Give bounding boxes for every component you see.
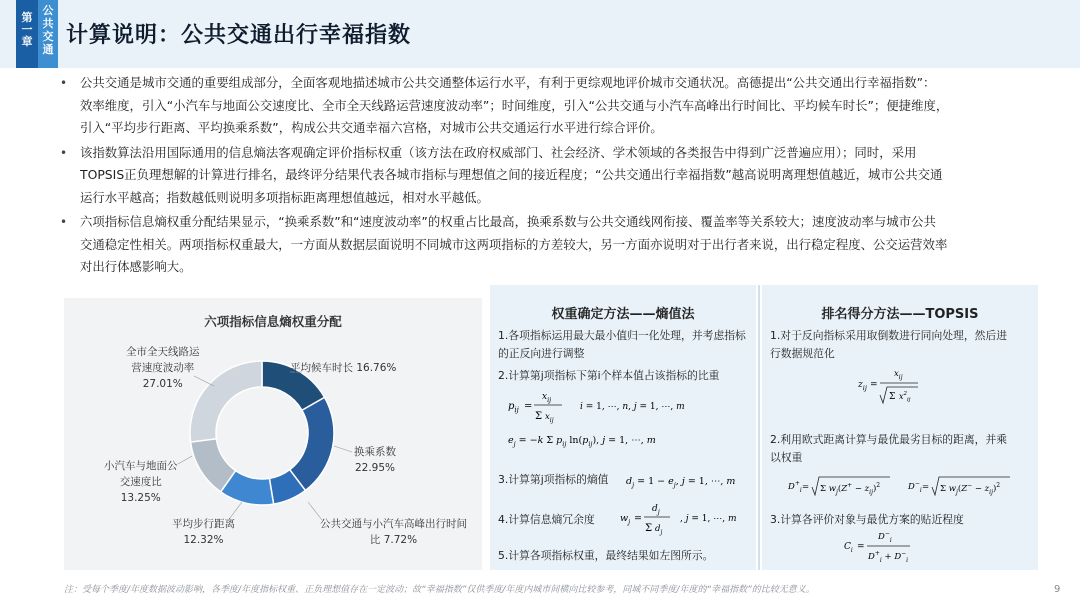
svg-text:=: = [870, 380, 878, 390]
svg-text:i = 1, ⋯, n, j = 1, ⋯, m: i = 1, ⋯, n, j = 1, ⋯, m [580, 402, 685, 412]
leader-line [334, 446, 352, 452]
bullet-item [60, 142, 1040, 210]
label-time-ratio [320, 516, 467, 548]
bullet-line: 交通稳定性相关。两项指标权重最大，一方面从数据层面说明不同城市这两项指标的方差较大，另一方面亦说明对于出行者来说，出行稳定程度、公交运营效率 [80, 236, 948, 252]
formula-weight [620, 499, 750, 542]
formula-entropy [508, 427, 748, 456]
svg-text:dj: $d_j$ [655, 524, 663, 536]
svg-text:=: = [802, 482, 810, 492]
svg-text:=: = [857, 542, 865, 552]
svg-text:D+i + D−i: $D^+_i + D^-_i$ [868, 550, 909, 564]
topsis-step-1-line2: 行数据规范化 [770, 347, 835, 360]
chapter-label: 第一章 [21, 11, 33, 48]
topsis-step-1 [770, 327, 1007, 363]
label-fluctuation [126, 344, 200, 392]
footnote: 注：受每个季度/年度数据波动影响，各季度/年度指标权重、正负理想值存在一定波动；故“幸福指数”仅供季度/年度内城市间横向比较参考，同城不同季度/年度的“幸福指数”的比较无意义。 [64, 585, 815, 595]
donut-slice [290, 397, 334, 490]
svg-text:wj: $w_j$ [620, 513, 631, 526]
entropy-step-1-line2: 的正反向进行调整 [498, 347, 585, 360]
entropy-step-5: 5.计算各项指标权重，最终结果如左图所示。 [498, 549, 714, 562]
bullet-line: 公共交通是城市交通的重要组成部分，全面客观地描述城市公共交通整体运行水平，有利于更综观地评价城市交通状况。高德提出“公共交通出行幸福指数”： [80, 75, 936, 90]
entropy-step-1 [498, 327, 746, 363]
label-speed-ratio-l2: 交速度比 [119, 476, 162, 488]
formula-proportion [508, 387, 748, 430]
bullet-line: 效率维度，引入“小汽车与地面公交速度比、全市全天线路运营速度波动率”；时间维度，引入“公共交通与小汽车高峰出行时间比、平均候车时长”；便捷维度， [80, 97, 949, 113]
label-time-ratio-pct: 比 7.72% [369, 534, 418, 546]
label-speed-ratio-pct: 13.25% [120, 492, 161, 504]
svg-text:Σ wj(Z− − zij)2: Σ $w_j(Z^- - z_{ij})^2$ [940, 482, 1001, 496]
label-walk-name: 平均步行距离 [172, 518, 235, 530]
label-fluct-l2: 营速度波动率 [131, 362, 195, 374]
bullet-line: 六项指标信息熵权重分配结果显示，“换乘系数”和“速度波动率”的权重占比最高，换乘系数与公共交通线网衔接、覆盖率等关系较大；速度波动率与城市公共 [80, 214, 936, 229]
formula-entropy-svg [508, 427, 748, 453]
topsis-step-3: 3.计算各评价对象与最优方案的贴近程度 [770, 513, 964, 526]
label-fluct-pct: 27.01% [142, 378, 183, 390]
svg-text:Ci: $C_i$ [844, 542, 853, 554]
label-fluct-l1: 全市全天线路运 [126, 346, 200, 358]
chart-title: 六项指标信息熵权重分配 [204, 314, 342, 329]
entropy-step-1-line1: 1.各项指标运用最大最小值归一化处理，并考虑指标 [498, 329, 746, 342]
svg-text:Σ: Σ [645, 523, 653, 534]
topsis-step-2-line2: 以权重 [770, 451, 803, 464]
label-speed-ratio [104, 458, 178, 506]
formula-redundancy-svg [626, 471, 756, 491]
svg-text:ej = −k Σ pij ln(pij), j = 1: $e_j = -k$ Σ $p_{ij}$ $\ln(p_{ij})$, j = 1, ⋯, m [508, 435, 656, 448]
formula-closeness-svg [844, 529, 944, 565]
svg-text:Σ: Σ [889, 392, 896, 402]
svg-text:xij: $x_{ij}$ [545, 412, 554, 424]
chapter-badge [16, 0, 38, 68]
formula-distance [788, 469, 1028, 506]
bullet-list [60, 72, 1040, 281]
donut-slice [190, 361, 262, 442]
bullet-item [60, 72, 1040, 140]
bullet-line: 对出行体感影响大。 [80, 259, 192, 274]
svg-text:xij: $x_{ij}$ [542, 392, 552, 404]
bullet-dot: • [60, 145, 68, 160]
label-avg-wait: 平均候车时长 16.76% [290, 362, 397, 374]
topsis-step-1-line1: 1.对于反向指标采用取倒数进行同向处理，然后进 [770, 329, 1008, 342]
svg-text:dj: $d_j$ [652, 504, 660, 516]
label-transfer [354, 444, 396, 476]
label-transfer-name: 换乘系数 [354, 446, 396, 458]
page-number: 9 [1054, 584, 1061, 595]
panel-divider [758, 285, 760, 570]
bullet-line: 运行水平越高；指数越低则说明多项指标距离理想值越远，相对水平越低。 [80, 189, 489, 205]
entropy-method-title: 权重确定方法——熵值法 [551, 307, 695, 322]
topsis-step-2-line1: 2.利用欧式距离计算与最优最劣目标的距离，并乘 [770, 433, 1008, 446]
topsis-method-title: 排名得分方法——TOPSIS [821, 307, 979, 322]
svg-text:pij: $p_{ij}$ [508, 401, 519, 414]
label-speed-ratio-l1: 小汽车与地面公 [104, 460, 178, 472]
entropy-method-panel [490, 285, 756, 570]
svg-text:=: = [524, 401, 533, 412]
bullet-line: 引入“平均步行距离、平均换乘系数”，构成公共交通幸福六宫格，对城市公共交通运行水平进行综合评价。 [80, 120, 663, 135]
svg-text:x2ij: $x^2_{ij}$ [899, 391, 911, 403]
formula-normalize-svg [858, 365, 948, 411]
svg-text:D+i: $D^+_i$ [788, 480, 802, 494]
bullet-line: 该指数算法沿用国际通用的信息熵法客观确定评价指标权重（该方法在政府权威部门、社会经济、学术领域的各类报告中得到广泛普遍应用）；同时，采用 [80, 144, 917, 160]
donut-slices [190, 361, 334, 505]
bullet-dot: • [60, 76, 68, 90]
svg-text:=: = [922, 482, 930, 492]
entropy-step-2: 2.计算第j项指标下第i个样本值占该指标的比重 [498, 369, 720, 382]
svg-text:D−i: $D^-_i$ [908, 480, 922, 494]
bullet-dot: • [60, 215, 68, 229]
formula-closeness [844, 529, 944, 568]
svg-text:=: = [634, 513, 642, 524]
chapter-tag [38, 0, 58, 68]
svg-text:zij: $z_{ij}$ [858, 380, 867, 392]
formula-distance-svg [788, 469, 1028, 503]
formula-normalize [858, 365, 948, 414]
formula-weight-svg [620, 499, 750, 539]
header-bar [0, 0, 1080, 68]
svg-text:Σ: Σ [535, 411, 543, 422]
svg-text:D−i: $D^-_i$ [878, 530, 892, 544]
leader-line [178, 456, 192, 464]
svg-text:dj = 1 − ej, j = 1, ⋯, m: $d_j = 1 - e_j$, j = 1, ⋯, m [626, 476, 736, 489]
bullet-line: TOPSIS正负理想解的计算进行排名，最终评分结果代表各城市指标与理想值之间的接近程度；“公共交通出行幸福指数”越高说明离理想值越近，城市公共交通 [80, 167, 943, 182]
label-time-ratio-name: 公共交通与小汽车高峰出行时间 [320, 518, 467, 530]
topsis-method-panel [762, 285, 1038, 570]
svg-text:Σ wj(Z+ − zij)2: Σ $w_j(Z^+ - z_{ij})^2$ [820, 482, 881, 496]
chapter-tag-label: 公共交通 [42, 4, 54, 56]
svg-text:, j = 1, ⋯, m: , j = 1, ⋯, m [680, 514, 737, 524]
formula-redundancy [626, 471, 756, 494]
entropy-step-3: 3.计算第j项指标的熵值 [498, 473, 609, 486]
topsis-step-2 [770, 431, 1007, 467]
bullet-item [60, 211, 1040, 279]
label-walk [172, 516, 235, 548]
label-walk-pct: 12.32% [183, 534, 224, 546]
entropy-step-4: 4.计算信息熵冗余度 [498, 513, 595, 526]
page-title: 计算说明：公共交通出行幸福指数 [66, 23, 412, 48]
label-transfer-pct: 22.95% [354, 462, 396, 474]
formula-proportion-svg [508, 387, 748, 427]
donut-chart-panel [64, 298, 482, 570]
svg-text:xij: $x_{ij}$ [894, 369, 903, 381]
